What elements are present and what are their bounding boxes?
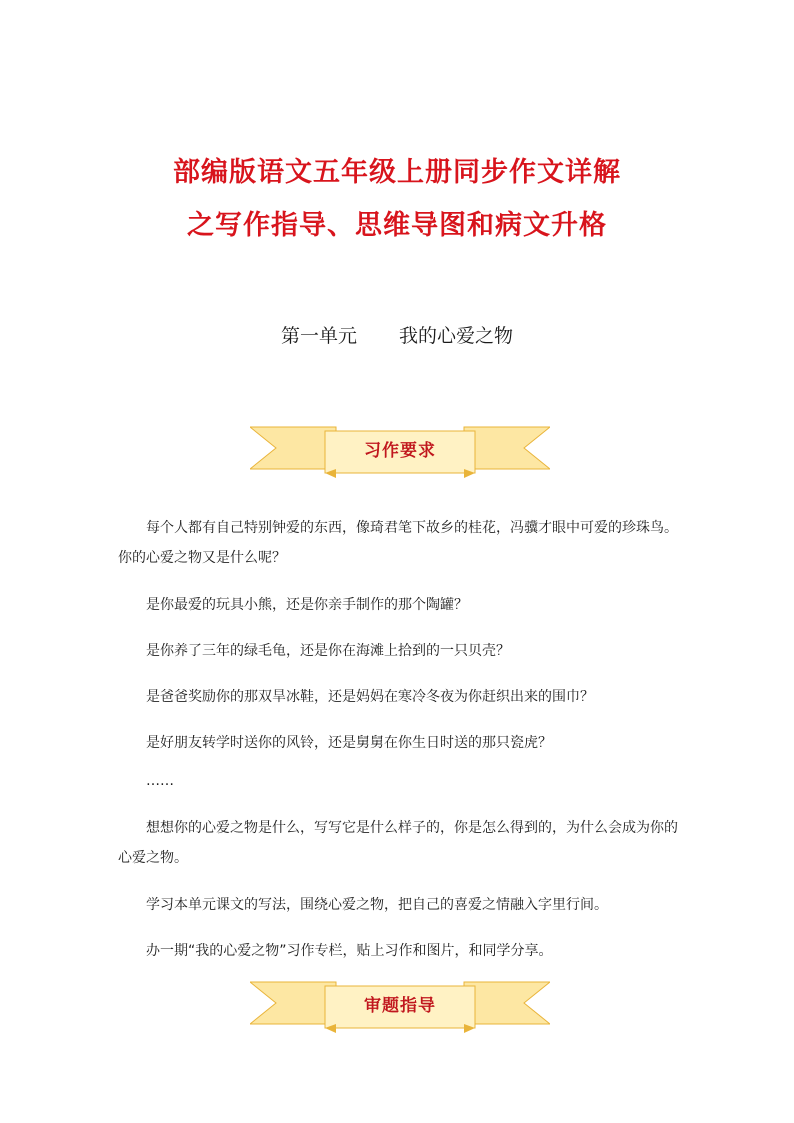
- section-banner-requirements: [250, 423, 550, 479]
- paragraph-instruction-1: 想想你的心爱之物是什么，写写它是什么样子的，你是怎么得到的，为什么会成为你的心爱之物。: [118, 820, 678, 866]
- paragraph-ellipsis: ……: [146, 773, 174, 789]
- section-heading-guidance: 审题指导: [364, 996, 436, 1016]
- paragraph-question-2: 是你养了三年的绿毛龟，还是你在海滩上拾到的一只贝壳？: [146, 643, 510, 659]
- section-banner-guidance: [250, 978, 550, 1034]
- paragraph-question-4: 是好朋友转学时送你的风铃，还是舅舅在你生日时送的那只瓷虎？: [146, 735, 552, 751]
- paragraph-question-1: 是你最爱的玩具小熊，还是你亲手制作的那个陶罐？: [146, 597, 468, 613]
- paragraph-intro: 每个人都有自己特别钟爱的东西，像琦君笔下故乡的桂花，冯骥才眼中可爱的珍珠鸟。你的心爱之物又是什么呢？: [118, 520, 678, 566]
- unit-heading: [0, 324, 794, 348]
- paragraph-instruction-3: 办一期“我的心爱之物”习作专栏，贴上习作和图片，和同学分享。: [146, 943, 553, 959]
- paragraph-instruction-2: 学习本单元课文的写法，围绕心爱之物，把自己的喜爱之情融入字里行间。: [146, 897, 608, 913]
- paragraph-question-3: 是爸爸奖励你的那双旱冰鞋，还是妈妈在寒冷冬夜为你赶织出来的围巾？: [146, 689, 594, 705]
- document-title-line-1: 部编版语文五年级上册同步作文详解: [173, 157, 621, 188]
- unit-label: 第一单元: [280, 325, 357, 347]
- section-heading-requirements: 习作要求: [364, 441, 436, 461]
- document-title-line-2: 之写作指导、思维导图和病文升格: [187, 210, 607, 241]
- unit-topic: 我的心爱之物: [399, 325, 514, 347]
